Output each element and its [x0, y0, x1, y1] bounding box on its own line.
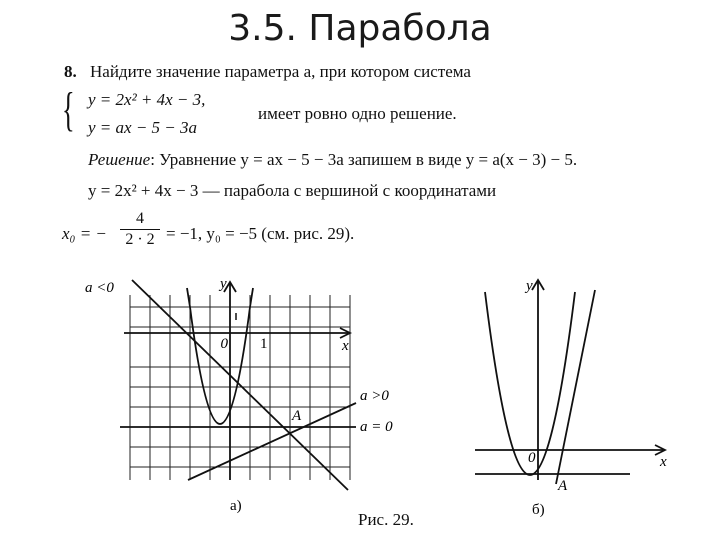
figure-b-y-label: y [526, 278, 533, 294]
problem-statement: Найдите значение параметра a, при котором система [90, 62, 471, 81]
x0-prefix: x₀ = − [62, 224, 107, 243]
figure-a-x-label: x [342, 338, 349, 354]
solution-text-1: : Уравнение y = ax − 5 − 3a запишем в виде y = a(x − 3) − 5. [150, 150, 578, 169]
x0-rest: = −1, y₀ = −5 (см. рис. 29). [166, 224, 355, 243]
figure-b-origin-label: 0 [528, 450, 536, 466]
solution-label: Решение [88, 150, 151, 169]
slide-title: 3.5. Парабола [228, 8, 492, 49]
figure-a-corner-label: a <0 [85, 280, 114, 296]
problem-number: 8. [64, 62, 77, 81]
system-condition: имеет ровно одно решение. [258, 104, 457, 123]
figure-a-origin-label: 0 [220, 336, 228, 352]
fraction-numerator: 4 [136, 210, 144, 227]
figure-a-label-a-positive: a >0 [360, 388, 389, 404]
figure-caption: Рис. 29. [358, 510, 414, 529]
figure-b-parabola [485, 292, 575, 475]
system-brace: { [62, 83, 75, 136]
figure-b-x-label: x [660, 454, 667, 470]
solution-line-2: y = 2x² + 4x − 3 — парабола с вершиной с координатами [88, 181, 497, 200]
figure-a-label-a-zero: a = 0 [360, 419, 393, 435]
figure-a [80, 270, 410, 515]
vertex-fraction [120, 210, 160, 249]
figure-a-y-label: y [220, 276, 227, 292]
figure-b-point-label: A [558, 478, 568, 494]
figure-b [460, 270, 700, 520]
figure-a-parabola [190, 288, 253, 424]
solution-line-1 [88, 150, 577, 170]
figure-b-caption: б) [532, 502, 545, 518]
figure-a-point-label: A [292, 408, 302, 424]
system-equation-2: y = ax − 5 − 3a [88, 118, 198, 137]
figure-a-line-a-positive [188, 403, 356, 480]
fraction-denominator: 2 · 2 [125, 231, 155, 248]
figure-a-grid [130, 295, 350, 480]
system-equation-1: y = 2x² + 4x − 3, [88, 90, 206, 109]
figure-a-caption: а) [230, 498, 242, 514]
figure-a-line-a-negative [132, 280, 348, 490]
figure-a-tick-one-label: 1 [260, 336, 268, 352]
fraction-bar [120, 229, 160, 230]
